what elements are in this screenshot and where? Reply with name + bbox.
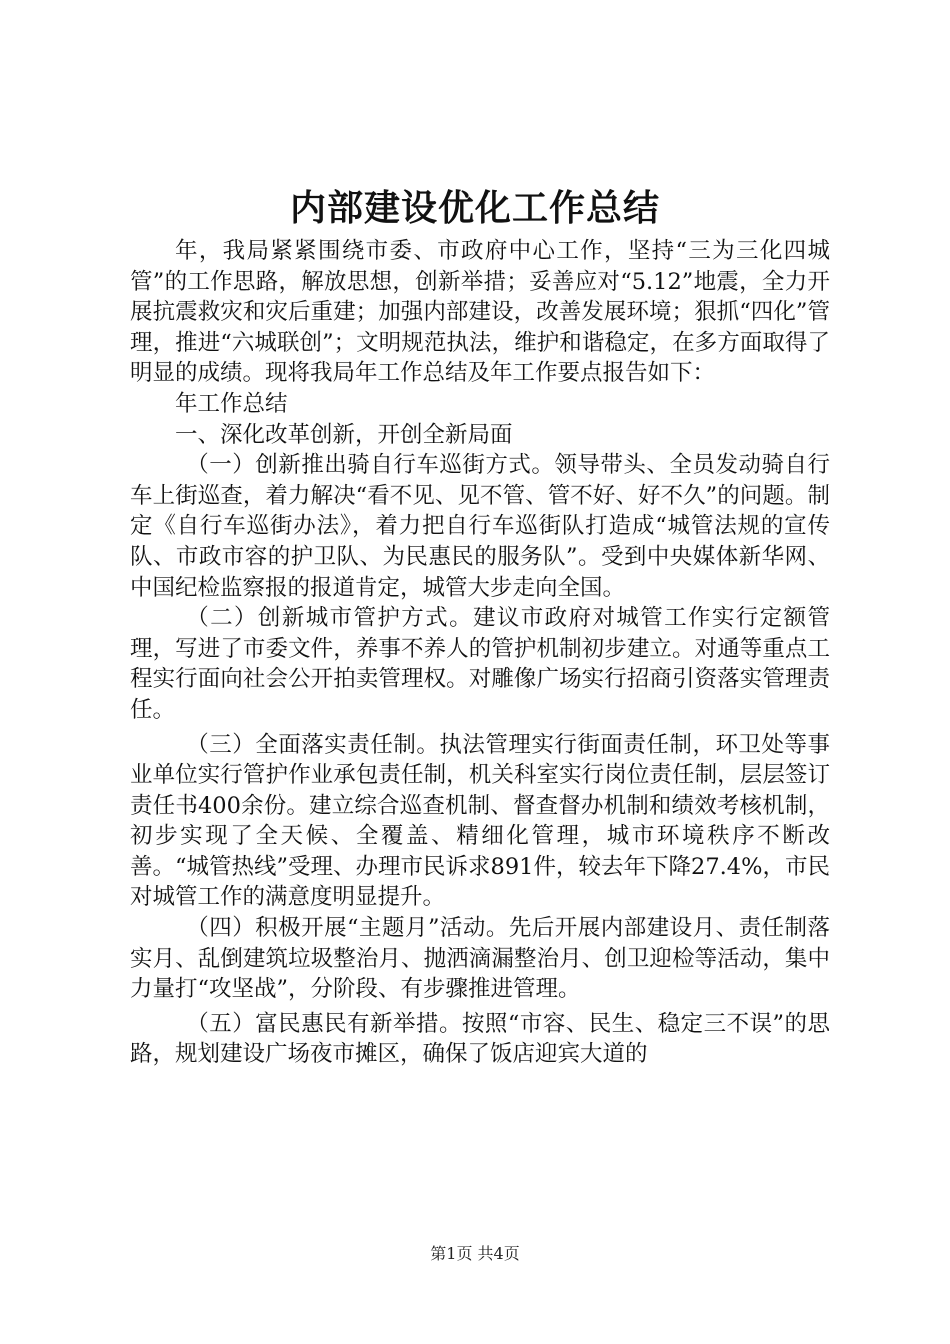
paragraph-item-4: （四）积极开展“主题月”活动。先后开展内部建设月、责任制落实月、乱倒建筑垃圾整治月、抛洒滴漏整治月、创卫迎检等活动，集中力量打“攻坚战”，分阶段、有步骤推进管理。: [130, 915, 830, 1003]
document-body: [130, 236, 830, 1070]
paragraph-item-5: （五）富民惠民有新举措。按照“市容、民生、稳定三不误”的思路，规划建设广场夜市摊区，确保了饭店迎宾大道的: [130, 1010, 830, 1068]
section-heading-summary: 年工作总结: [175, 390, 288, 417]
page-number-footer: 第1页 共4页: [430, 1244, 520, 1263]
document-title: 内部建设优化工作总结: [289, 187, 660, 229]
paragraph-item-3: （三）全面落实责任制。执法管理实行街面责任制，环卫处等事业单位实行管护作业承包责任制，机关科室实行岗位责任制，层层签订责任书400余份。建立综合巡查机制、督查督办机制和绩效考核机制，初步实现了全天候、全覆盖、精细化管理，城市环境秩序不断改善。“城管热线”受理、办理市民诉求891件，较去年下降27.4%，市民对城管工作的满意度明显提升。: [130, 731, 830, 911]
paragraph-intro: 年，我局紧紧围绕市委、市政府中心工作，坚持“三为三化四城管”的工作思路，解放思想，创新举措；妥善应对“5.12”地震，全力开展抗震救灾和灾后重建；加强内部建设，改善发展环境；狠抓“四化”管理，推进“六城联创”；文明规范执法，维护和谐稳定，在多方面取得了明显的成绩。现将我局年工作总结及年工作要点报告如下：: [130, 238, 830, 387]
paragraph-item-1: （一）创新推出骑自行车巡街方式。领导带头、全员发动骑自行车上街巡查，着力解决“看不见、见不管、管不好、好不久”的问题。制定《自行车巡街办法》，着力把自行车巡街队打造成“城管法规的宣传队、市政市容的护卫队、为民惠民的服务队”。受到中央媒体新华网、中国纪检监察报的报道肯定，城管大步走向全国。: [130, 452, 830, 601]
paragraph-item-2: （二）创新城市管护方式。建议市政府对城管工作实行定额管理，写进了市委文件，养事不养人的管护机制初步建立。对通等重点工程实行面向社会公开拍卖管理权。对雕像广场实行招商引资落实管理责任。: [130, 605, 830, 723]
section-heading-one: 一、深化改革创新，开创全新局面: [175, 421, 513, 448]
